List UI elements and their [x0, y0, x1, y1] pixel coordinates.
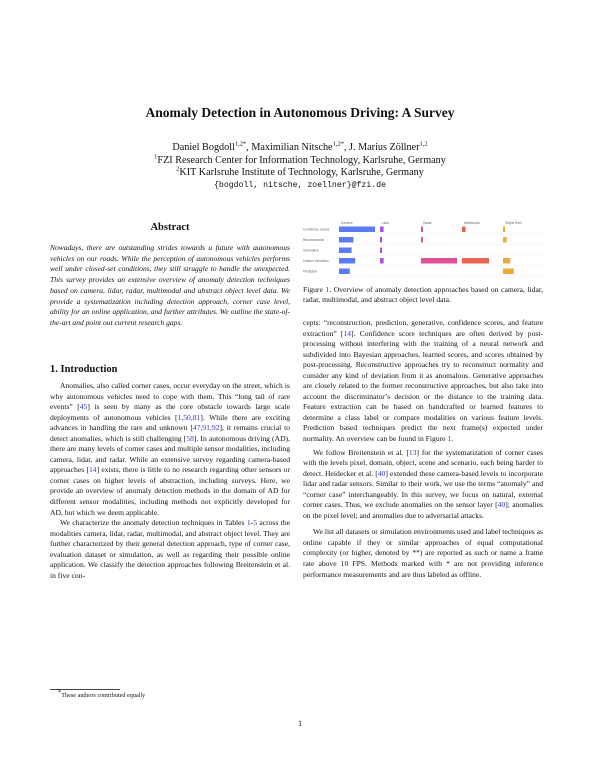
author-names: Daniel Bogdoll$^{1,2*}$, Maximilian Nitsche$^{1,2*}$, J. Marius Zöllner$^{1,2}$: [172, 140, 428, 153]
figure-bar: [380, 258, 384, 264]
page-number: 1: [297, 719, 303, 728]
right-paragraph-3: We list all datasets or simulation environments used and label techniques as online capable if they or similar approaches of equal computational complexity (or higher, denoted by **) are reported as such or name a frame rate above 10 FPS. Methods marked with * are not providing inference performance measurements and are thus labeled as offline.: [303, 527, 543, 579]
footnote-mark: *: [58, 688, 62, 696]
figure-bar: [421, 237, 423, 243]
left-column: [50, 381, 290, 581]
author-3-sup: 1,2: [419, 140, 428, 148]
citation-link[interactable]: 58: [186, 433, 194, 443]
figure-bar: [503, 227, 505, 233]
figure-bar: [421, 227, 423, 233]
figure-bar: [339, 258, 355, 264]
figure-1: [303, 221, 545, 281]
footnote-text: These authors contributed equally: [61, 692, 146, 699]
affiliation-2: [0, 167, 600, 180]
citation-link[interactable]: 1,50,81: [177, 412, 201, 422]
citation-link[interactable]: 14: [343, 328, 352, 338]
figure-column-label: Multimodal: [464, 221, 480, 225]
citation-link[interactable]: 40: [497, 500, 506, 510]
intro-paragraph-1: Anomalies, also called corner cases, occur everyday on the street, which is why autonomous vehicles need to cope with them. This “long tail of rare events” [45] is seen by many as the core obstacle towards large scale deployments of autonomous vehicles [1,50,81]. While there are exciting advances in handling the rare and unknown [47,91,92], it remains crucial to detect anomalies, which is still challenging [58]. In autonomous driving (AD), there are many levels of corner cases and multiple sensor modalities, including camera, lidar, and radar. While an extensive survey regarding camera-based approaches [14] exists, there is little to no research regarding other sensors or corner cases on higher levels of abstraction, including surveys. Here, we provide an overview of anomaly detection methods in the domain of AD for different sensor modalities, including methods not explicitly developed for AD, but which we deem applicable.: [50, 381, 290, 517]
affiliation-2-sup: 2: [176, 165, 180, 173]
citation-link[interactable]: 47,91,92: [192, 423, 220, 433]
figure-row-label: Confidence scores: [303, 227, 330, 232]
figure-bar: [339, 248, 352, 254]
figure-column-label: Object level: [505, 221, 522, 225]
figure-ref-link[interactable]: 1: [325, 285, 330, 294]
citation-link[interactable]: 14: [89, 465, 97, 475]
figure-bar: [339, 269, 350, 275]
right-paragraph-2: We follow Breitenstein et al. [13] for the systematization of corner cases with the levels pixel, domain, object, scene and scenario, each being harder to detect. Heidecker et al. [40] extended these camera-based levels to incorporate lidar and radar sensors. Similar to their work, we use the terms “anomaly” and “corner case” interchangeably. In this survey, we focus on natural, external corner cases. Thus, we exclude anomalies on the sensor layer [40]; anomalies on the pixel level; and anomalies due to adversarial attacks.: [303, 447, 543, 520]
author-3: J. Marius Zöllner: [349, 142, 420, 153]
citation-link[interactable]: 13: [408, 447, 417, 457]
author-email[interactable]: {bogdoll, nitsche, zoellner}@fzi.de: [214, 180, 386, 190]
footnote: [58, 688, 146, 699]
abstract-heading: Abstract: [150, 222, 190, 233]
figure-row-label: Generative: [303, 248, 319, 253]
citation-link[interactable]: 40: [377, 468, 386, 478]
author-1: Daniel Bogdoll: [172, 142, 235, 153]
figure-bar: [462, 227, 466, 233]
figure-row-label: Feature extraction: [303, 259, 329, 263]
figure-row-label: Prediction: [303, 269, 318, 274]
intro-heading: 1. Introduction: [50, 364, 118, 375]
figure-bar: [380, 237, 382, 243]
figure-row-label: Reconstruction: [303, 238, 325, 242]
right-column: [303, 318, 543, 580]
figure-bar: [380, 227, 384, 233]
author-block: [0, 142, 600, 192]
figure-bar: [503, 237, 507, 243]
table-ref-link[interactable]: 5: [253, 518, 257, 528]
author-2: Maximilian Nitsche: [251, 142, 333, 153]
paper-title: Anomaly Detection in Autonomous Driving: A Survey: [145, 105, 455, 120]
figure-caption: Figure 1. Overview of anomaly detection approaches based on camera, lidar, radar, multimodal, and abstract object level data.: [303, 285, 543, 304]
affiliation-1-sup: 1: [154, 153, 158, 161]
affiliation-1-text: FZI Research Center for Information Technology, Karlsruhe, Germany: [157, 154, 446, 166]
figure-bar: [339, 237, 353, 243]
affiliation-2-text: KIT Karlsruhe Institute of Technology, Karlsruhe, Germany: [179, 167, 424, 179]
author-2-sup: 1,2*: [332, 140, 344, 148]
figure-column-label: Lidar: [382, 221, 390, 225]
figure-column-label: Camera: [341, 221, 353, 225]
figure-bar: [339, 227, 375, 233]
intro-paragraph-2: We characterize the anomaly detection techniques in Tables 1-5 across the modalities camera, lidar, radar, multimodal, and abstract object level. They are further characterized by their general detection approach, type of corner case, evaluation dataset or simulation, as well as regarding their possible online application. We classify the detection approaches following Breitenstein et al. in five con-: [50, 518, 290, 580]
table-ref-link[interactable]: 1: [246, 518, 251, 528]
figure-column-label: Radar: [423, 221, 432, 225]
figure-bar: [503, 258, 510, 264]
affiliation-1: [0, 155, 600, 168]
abstract-text: Nowadays, there are outstanding strides towards a future with autonomous vehicles on our roads. While the perception of autonomous vehicles performs well under closed-set conditions, they still struggle to handle the unexpected. This survey provides an extensive overview of anomaly detection techniques based on camera, lidar, radar, multimodal and abstract object level data. We provide a systematization including detection approach, corner case level, ability for an online application, and further attributes. We outline the state-of-the-art and point out current research gaps.: [50, 243, 290, 327]
figure-ref-link[interactable]: 1: [447, 434, 452, 444]
right-paragraph-1: cepts: “reconstruction, prediction, generative, confidence scores, and feature extraction” [14]. Confidence score techniques are often derived by post-processing without interfering with the training of a neural network and subdivided into Bayesian approaches, learned scores, and scores obtained by post-processing. Reconstructive approaches try to reconstruct normality and consider any kind of deviation from it as anomalous. Generative approaches are closely related to the former reconstructive approaches, but also take into account the discriminator’s decision or the distance to the training data. Feature extraction can be based on handcrafted or learned features to determine a class label or compare modalities on various feature levels. Prediction based techniques predict the next frame(s) expected under normality. An overview can be found in Figure 1.: [303, 318, 543, 444]
figure-bar: [503, 269, 514, 275]
author-1-sup: 1,2*: [234, 140, 247, 148]
figure-bar: [380, 248, 382, 254]
citation-link[interactable]: 45: [79, 402, 88, 412]
figure-bar: [462, 258, 489, 264]
figure-bar: [421, 258, 457, 264]
